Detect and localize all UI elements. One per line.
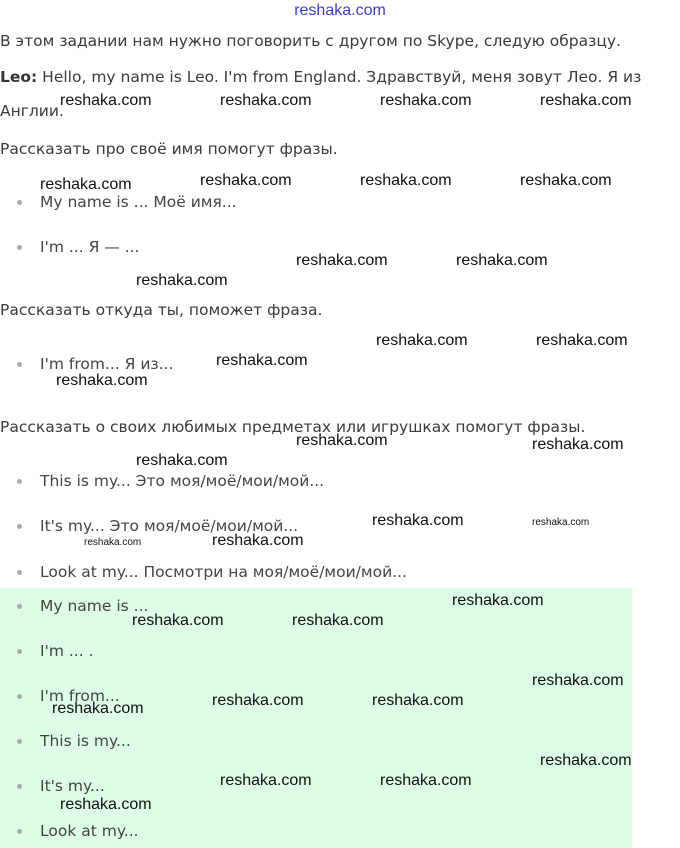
example-text-1: Hello, my name is Leo. I'm from England. Здравствуй, меня зовут Лео. Я из: [37, 68, 642, 86]
watermark: reshaka.com: [296, 252, 388, 269]
watermark: reshaka.com: [56, 372, 148, 389]
bullet-icon: [17, 479, 22, 484]
bullet-icon: [17, 649, 22, 654]
section-name-heading: Рассказать про своё имя помогут фразы.: [0, 140, 338, 158]
watermark: reshaka.com: [220, 772, 312, 789]
watermark: reshaka.com: [540, 752, 632, 769]
bullet-icon: [17, 604, 22, 609]
watermark: reshaka.com: [372, 692, 464, 709]
watermark: reshaka.com: [452, 592, 544, 609]
watermark: reshaka.com: [376, 332, 468, 349]
watermark: reshaka.com: [540, 92, 632, 109]
watermark: reshaka.com: [212, 532, 304, 549]
bullet-icon: [17, 245, 22, 250]
bullet-icon: [17, 694, 22, 699]
bullet-icon: [17, 524, 22, 529]
bullet-icon: [17, 570, 22, 575]
bullet-icon: [17, 362, 22, 367]
watermark: reshaka.com: [136, 272, 228, 289]
watermark: reshaka.com: [216, 352, 308, 369]
watermark: reshaka.com: [380, 92, 472, 109]
watermark: reshaka.com: [372, 512, 464, 529]
watermark: reshaka.com: [456, 252, 548, 269]
section-from-heading: Рассказать откуда ты, поможет фраза.: [0, 301, 323, 319]
watermark: reshaka.com: [136, 452, 228, 469]
watermark: reshaka.com: [380, 772, 472, 789]
watermark: reshaka.com: [60, 796, 152, 813]
watermark: reshaka.com: [292, 612, 384, 629]
watermark: reshaka.com: [360, 172, 452, 189]
watermark: reshaka.com: [200, 172, 292, 189]
section-toys-heading: Рассказать о своих любимых предметах или игрушках помогут фразы.: [0, 418, 586, 436]
watermark: reshaka.com: [520, 172, 612, 189]
watermark: reshaka.com: [296, 432, 388, 449]
site-header[interactable]: reshaka.com: [294, 2, 386, 19]
watermark: reshaka.com: [532, 672, 624, 689]
speaker-label: Leo:: [0, 68, 38, 86]
watermark: reshaka.com: [532, 517, 590, 528]
bullet-icon: [17, 829, 22, 834]
bullet-icon: [17, 200, 22, 205]
watermark: reshaka.com: [536, 332, 628, 349]
intro-text: В этом задании нам нужно поговорить с другом по Skype, следую образцу.: [0, 32, 622, 50]
watermark: reshaka.com: [60, 92, 152, 109]
example-line-2: Англии.: [0, 102, 64, 120]
watermark: reshaka.com: [52, 700, 144, 717]
watermark: reshaka.com: [220, 92, 312, 109]
bullet-icon: [17, 739, 22, 744]
bullet-icon: [17, 784, 22, 789]
watermark: reshaka.com: [212, 692, 304, 709]
example-line-1: [0, 64, 641, 90]
watermark: reshaka.com: [40, 176, 132, 193]
watermark: reshaka.com: [532, 436, 624, 453]
watermark: reshaka.com: [132, 612, 224, 629]
watermark: reshaka.com: [84, 537, 142, 548]
